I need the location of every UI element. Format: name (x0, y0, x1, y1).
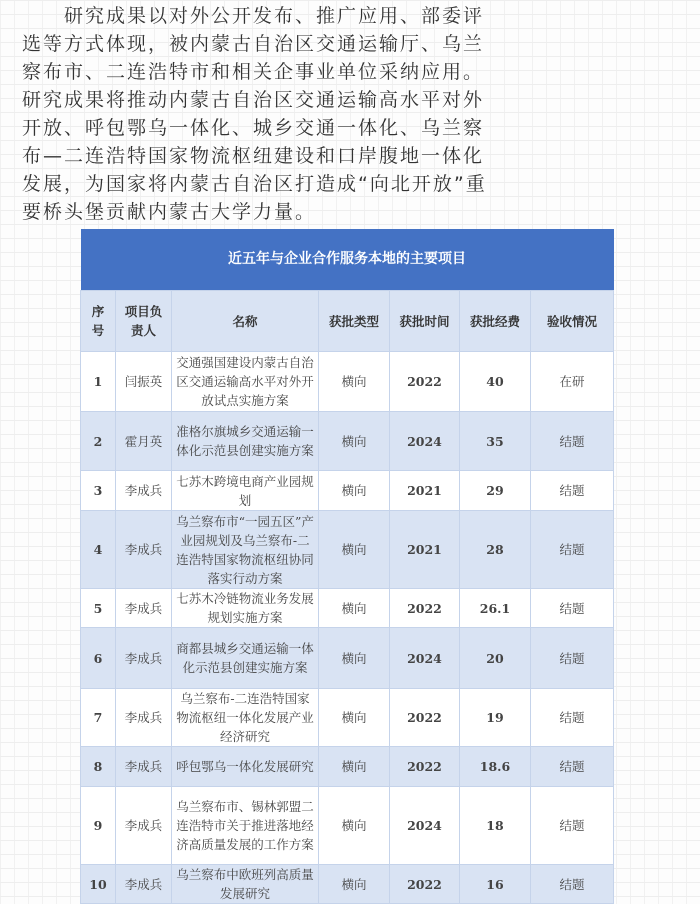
cell-col-index: 10 (81, 865, 116, 904)
header-col-status: 验收情况 (531, 291, 614, 352)
cell-col-index: 9 (81, 787, 116, 865)
cell-col-funding: 18 (460, 787, 531, 865)
cell-col-funding: 40 (460, 352, 531, 412)
cell-col-status: 结题 (531, 747, 614, 787)
cell-col-index: 8 (81, 747, 116, 787)
header-col-funding: 获批经费 (460, 291, 531, 352)
cell-col-type: 横向 (319, 689, 390, 747)
table-row (81, 511, 614, 589)
cell-col-funding: 20 (460, 628, 531, 689)
table-row (81, 628, 614, 689)
projects-table (80, 229, 614, 904)
header-col-name: 名称 (172, 291, 319, 352)
cell-col-status: 结题 (531, 471, 614, 511)
cell-col-leader: 李成兵 (116, 628, 172, 689)
cell-col-year: 2022 (390, 865, 460, 904)
cell-col-type: 横向 (319, 628, 390, 689)
cell-col-funding: 19 (460, 689, 531, 747)
table-row (81, 747, 614, 787)
cell-col-name: 七苏木冷链物流业务发展规划实施方案 (172, 589, 319, 628)
cell-col-year: 2024 (390, 628, 460, 689)
cell-col-type: 横向 (319, 511, 390, 589)
cell-col-name: 商都县城乡交通运输一体化示范县创建实施方案 (172, 628, 319, 689)
table-row (81, 787, 614, 865)
cell-col-name: 乌兰察布市“一园五区”产业园规划及乌兰察布-二连浩特国家物流枢纽协同落实行动方案 (172, 511, 319, 589)
cell-col-status: 结题 (531, 589, 614, 628)
cell-col-type: 横向 (319, 747, 390, 787)
cell-col-status: 结题 (531, 628, 614, 689)
cell-col-name: 乌兰察布市、锡林郭盟二连浩特市关于推进落地经济高质量发展的工作方案 (172, 787, 319, 865)
cell-col-index: 2 (81, 412, 116, 471)
cell-col-index: 7 (81, 689, 116, 747)
header-col-year: 获批时间 (390, 291, 460, 352)
cell-col-status: 结题 (531, 511, 614, 589)
cell-col-year: 2022 (390, 689, 460, 747)
cell-col-type: 横向 (319, 589, 390, 628)
cell-col-name: 乌兰察布中欧班列高质量发展研究 (172, 865, 319, 904)
cell-col-year: 2022 (390, 747, 460, 787)
cell-col-index: 5 (81, 589, 116, 628)
cell-col-index: 6 (81, 628, 116, 689)
table-row (81, 471, 614, 511)
table-container (80, 229, 613, 904)
body-paragraph: 研究成果以对外公开发布、推广应用、部委评选等方式体现，被内蒙古自治区交通运输厅、乌兰察布市、二连浩特市和相关企事业单位采纳应用。研究成果将推动内蒙古自治区交通运输高水平对外开放、呼包鄂乌一体化、城乡交通一体化、乌兰察布—二连浩特国家物流枢纽建设和口岸腹地一体化发展，为国家将内蒙古自治区打造成“向北开放”重要桥头堡贡献内蒙古大学力量。 (22, 5, 487, 223)
cell-col-status: 结题 (531, 865, 614, 904)
cell-col-status: 结题 (531, 689, 614, 747)
cell-col-year: 2024 (390, 412, 460, 471)
cell-col-leader: 李成兵 (116, 787, 172, 865)
cell-col-year: 2024 (390, 787, 460, 865)
cell-col-index: 1 (81, 352, 116, 412)
cell-col-leader: 李成兵 (116, 747, 172, 787)
cell-col-type: 横向 (319, 352, 390, 412)
cell-col-funding: 28 (460, 511, 531, 589)
cell-col-type: 横向 (319, 412, 390, 471)
cell-col-leader: 李成兵 (116, 865, 172, 904)
cell-col-leader: 李成兵 (116, 471, 172, 511)
cell-col-year: 2021 (390, 471, 460, 511)
cell-col-funding: 26.1 (460, 589, 531, 628)
cell-col-index: 3 (81, 471, 116, 511)
table-header-row (81, 291, 614, 352)
cell-col-funding: 18.6 (460, 747, 531, 787)
cell-col-funding: 29 (460, 471, 531, 511)
table-row (81, 589, 614, 628)
table-row (81, 412, 614, 471)
cell-col-index: 4 (81, 511, 116, 589)
cell-col-year: 2021 (390, 511, 460, 589)
cell-col-status: 结题 (531, 787, 614, 865)
cell-col-name: 乌兰察布-二连浩特国家物流枢纽一体化发展产业经济研究 (172, 689, 319, 747)
header-col-index: 序号 (81, 291, 116, 352)
cell-col-leader: 闫振英 (116, 352, 172, 412)
cell-col-leader: 李成兵 (116, 589, 172, 628)
cell-col-funding: 35 (460, 412, 531, 471)
cell-col-name: 七苏木跨境电商产业园规划 (172, 471, 319, 511)
table-row (81, 689, 614, 747)
cell-col-leader: 霍月英 (116, 412, 172, 471)
cell-col-name: 准格尔旗城乡交通运输一体化示范县创建实施方案 (172, 412, 319, 471)
cell-col-type: 横向 (319, 865, 390, 904)
table-title: 近五年与企业合作服务本地的主要项目 (81, 229, 614, 291)
cell-col-year: 2022 (390, 352, 460, 412)
cell-col-status: 在研 (531, 352, 614, 412)
header-col-leader: 项目负责人 (116, 291, 172, 352)
table-row (81, 352, 614, 412)
cell-col-year: 2022 (390, 589, 460, 628)
table-row (81, 865, 614, 904)
cell-col-leader: 李成兵 (116, 511, 172, 589)
header-col-type: 获批类型 (319, 291, 390, 352)
cell-col-name: 呼包鄂乌一体化发展研究 (172, 747, 319, 787)
cell-col-type: 横向 (319, 787, 390, 865)
cell-col-funding: 16 (460, 865, 531, 904)
cell-col-type: 横向 (319, 471, 390, 511)
cell-col-status: 结题 (531, 412, 614, 471)
cell-col-name: 交通强国建设内蒙古自治区交通运输高水平对外开放试点实施方案 (172, 352, 319, 412)
cell-col-leader: 李成兵 (116, 689, 172, 747)
